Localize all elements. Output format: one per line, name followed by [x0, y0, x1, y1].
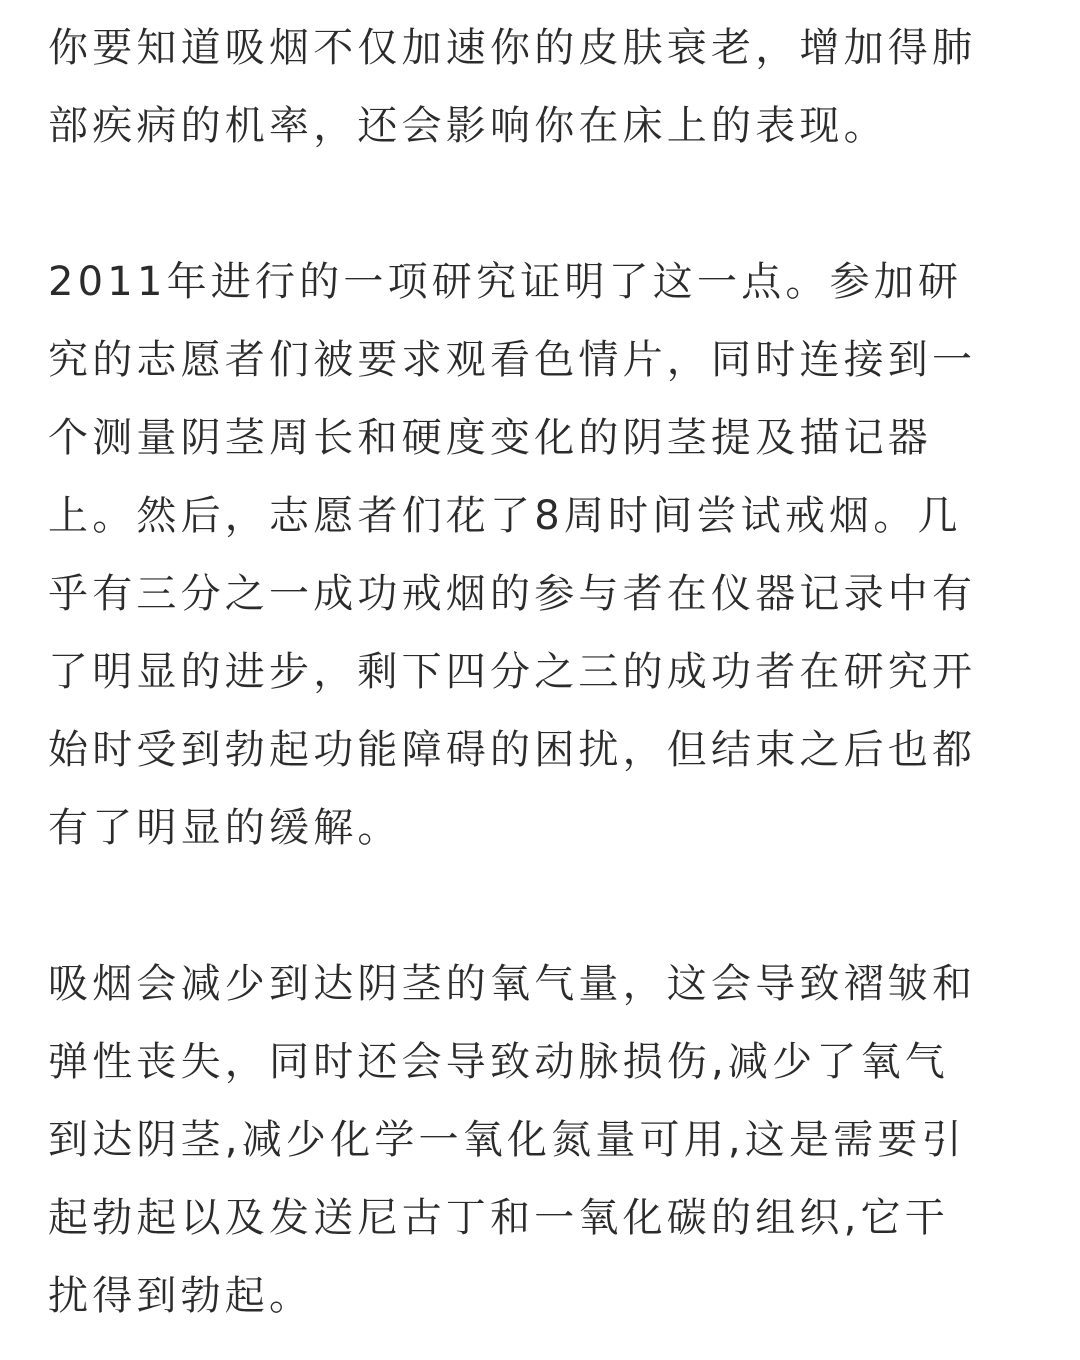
text-line: 有了明显的缓解。 — [48, 805, 402, 851]
text-line: 个测量阴茎周长和硬度变化的阴茎提及描记器 — [48, 415, 932, 461]
text-line: 起勃起以及发送尼古丁和一氧化碳的组织,它干 — [48, 1195, 949, 1241]
text-line: 吸烟会减少到达阴茎的氧气量，这会导致褶皱和 — [48, 961, 977, 1007]
text-line: 扰得到勃起。 — [48, 1273, 314, 1319]
text-line: 到达阴茎,减少化学一氧化氮量可用,这是需要引 — [48, 1117, 966, 1163]
text-line: 你要知道吸烟不仅加速你的皮肤衰老，增加得肺 — [48, 25, 977, 71]
text-line: 2011年进行的一项研究证明了这一点。参加研 — [48, 259, 963, 305]
text-line: 部疾病的机率，还会影响你在床上的表现。 — [48, 103, 888, 149]
text-line: 始时受到勃起功能障碍的困扰，但结束之后也都 — [48, 727, 977, 773]
text-line: 弹性丧失，同时还会导致动脉损伤,减少了氧气 — [48, 1039, 949, 1085]
text-line: 究的志愿者们被要求观看色情片，同时连接到一 — [48, 337, 977, 383]
text-line: 了明显的进步，剩下四分之三的成功者在研究开 — [48, 649, 977, 695]
text-line: 乎有三分之一成功戒烟的参与者在仪器记录中有 — [48, 571, 977, 617]
text-line: 上。然后，志愿者们花了8周时间尝试戒烟。几 — [48, 493, 962, 539]
